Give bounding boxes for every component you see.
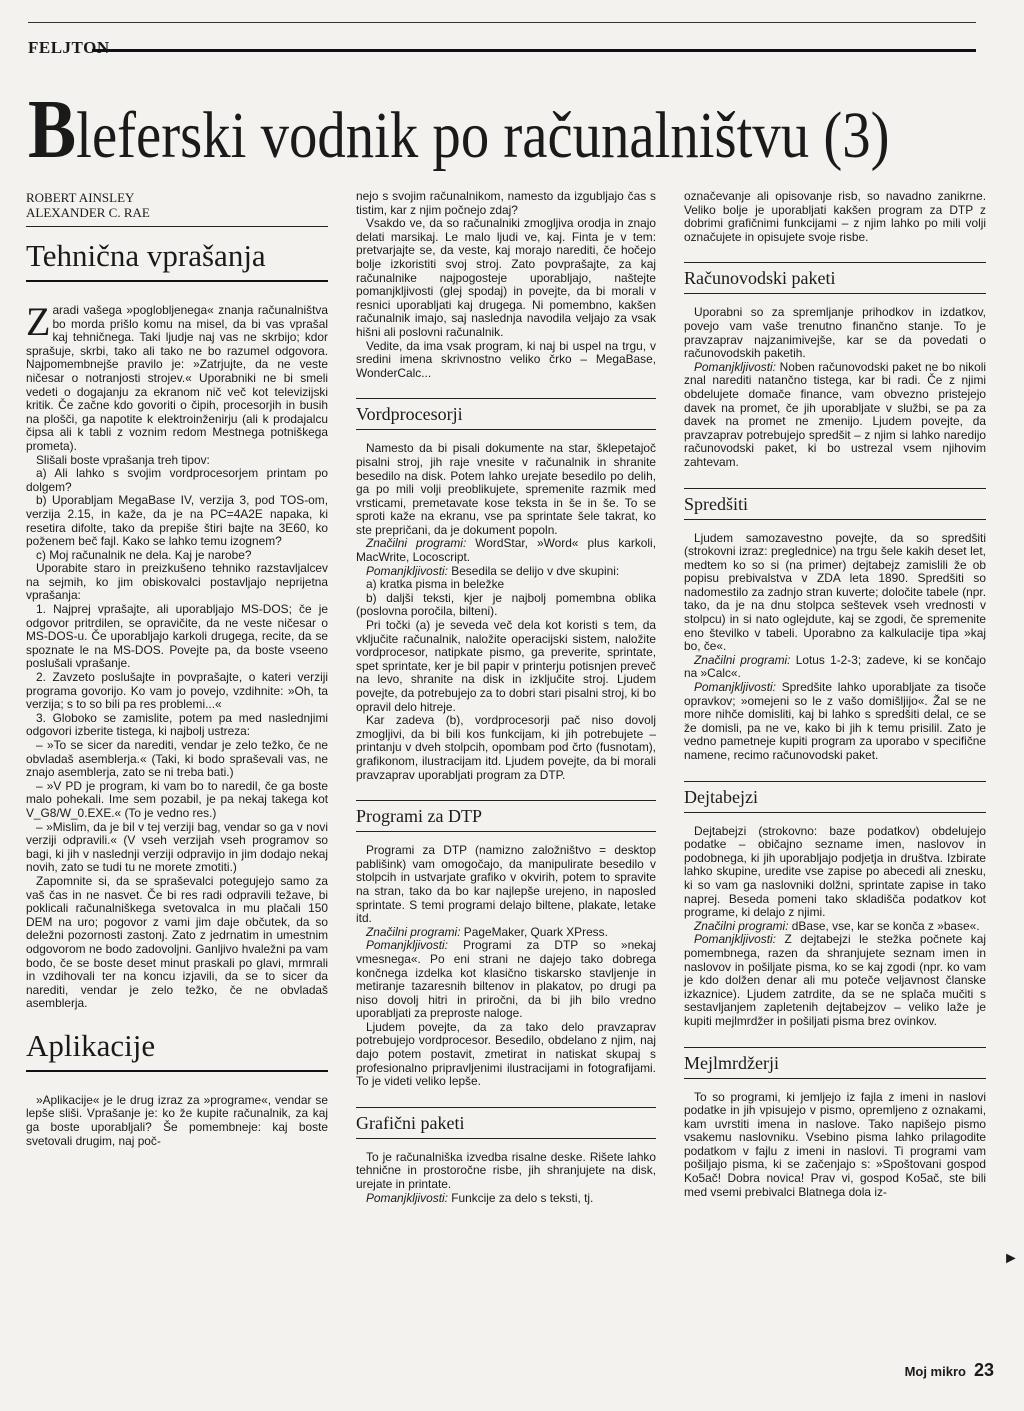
- paragraph: 1. Najprej vprašajte, ali uporabljajo MS-DOS; če je odgovor pritrdilen, se opravičite, da ne veste ničesar o MS-DOS-u. Če uporabljajo karkoli drugega, recite, da se spoznate le na MS-DOS. Povejte pa, da boste vseeno poslušali vprašanje.: [26, 602, 328, 671]
- paragraph: – »V PD je program, ki vam bo to naredil, če ga boste malo pohekali. Ime sem pozabil, je pa nekaj takega kot V_G8/W_0.EXE.« (To je vedno res.): [26, 778, 328, 820]
- paragraph: Ljudem samozavestno povejte, da so spredšiti (strokovni izraz: preglednice) na trgu šele kakih deset let, medtem ko so si (na primer) dejtabejz zamislili že ob popisu prebivalstva v ZDA leta 1890. Spredšiti so nadomestilo za zadnjo stran kuverte; določite tabele (npr. tako, da je na dnu stolpca seštevek vseh vrednosti v stolpcu) in si nato oglejdute, kaj se zgodi, če spremenite eno številko v tabeli. Uporabno za kalkulacije tipa »kaj bo, če«.: [684, 530, 986, 654]
- paragraph: 2. Zavzeto poslušajte in povprašajte, o kateri verziji programa govorijo. Ko vam jo povejo, vzdihnite: »Oh, ta verzija; s to so bili pa res problemi...«: [26, 670, 328, 712]
- paragraph: Dejtabejzi (strokovno: baze podatkov) obdelujejo podatke – običajno sezname imen, naslovov in podobnega, ki jih uporabljajo podjetja in društva. Izbirate lahko skupine, uredite vse zapise po abecedi ali znesku, ki so vam ga naslovniki dolžni, sprintate zapise in tako naprej. Beseda pomeni tako skladišča podatkov kot programe, ki delajo z njimi.: [684, 823, 986, 920]
- heading-aplikacije: Aplikacije: [26, 1027, 328, 1072]
- paragraph: Pomanjkljivosti: Z dejtabejzi le stežka počnete kaj pomembnega, razen da shranjujete seznam imen in naslovov in pošiljate pisma, ko se kaj zgodi (npr. ko vam je kdo dolžen denar ali mu poteče veljavnost članske izkaznice). Ljudem zatrdite, da se ne splača mučiti s sestavljanjem zapletenih dejtabejzov – veliko laže je kupiti mejlmrdžer in pošiljati pisma brez ovinkov.: [684, 932, 986, 1028]
- kicker-rule: [92, 49, 976, 52]
- page-footer: [905, 1360, 994, 1381]
- heading-tehnicna: Tehnična vprašanja: [26, 237, 328, 282]
- top-rule: [28, 22, 976, 23]
- heading-spreadsiti: Spredšiti: [684, 488, 986, 520]
- authors: [26, 190, 328, 227]
- magazine-name: Moj mikro: [904, 1364, 966, 1379]
- paragraph: Značilni programi: WordStar, »Word« plus karkoli, MacWrite, Locoscript.: [356, 536, 656, 565]
- section-kicker: FELJTON: [28, 38, 110, 57]
- paragraph: Pri točki (a) je seveda več dela kot koristi s tem, da vključite računalnik, naložite operacijski sistem, naložite vordprocesor, natipkate pismo, ga preverite, sprintate, spet sprintate, ker je bil papir v printerju potisnjen preveč na levo, shranite na disk in izključite stroj. Ljudem povejte, da potrebujejo za to dobri stari pisalni stroj, ki bo opravil delo hitreje.: [356, 618, 656, 714]
- paragraph: Zapomnite si, da se spraševalci potegujejo samo za vaš čas in ne nasvet. Če bi res radi odpravili težave, bi poklicali računalniškega svetovalca in mu plačali 150 DEM na uro; pogovor z vami jim daje občutek, da so deležni pozornosti zastonj. Zato z jedrnatim in umestnim odgovorom ne bodo zadovoljni. Ganljivo hvaležni pa vam bodo, če se boste deset minut praskali po glavi, mrmrali in vzdihovali ter na koncu izjavili, da se to sicer da narediti, vendar je zelo težko, če ne obvladaš asemblerja.: [26, 873, 328, 1011]
- paragraph: Značilni programi: PageMaker, Quark XPress.: [366, 924, 608, 939]
- column-1: [26, 190, 328, 1148]
- paragraph: b) daljši teksti, kjer je najbolj pomembna oblika (poslovna poročila, bilteni).: [356, 590, 656, 619]
- paragraph: 3. Globoko se zamislite, potem pa med naslednjimi odgovori izberite tistega, ki najbolj ustreza:: [26, 710, 328, 739]
- paragraph: Vsakdo ve, da so računalniki zmogljiva orodja in znajo delati marsikaj. Le malo ljudi ve, kaj. Finta je v tem: pretvarjajte se, da veste, kaj morajo narediti, če hočejo bolje izkoristiti svoj stroj. Zato povprašajte, za kaj računalnike najpogosteje uporabljajo, naštejte pomanjkljivosti (glej spodaj) in povejte, da bi morali v resnici uporabljati kaj drugega. Ni pomembno, kakšen računalnik imajo, saj naslednja navodila veljajo za vsak hišni ali poslovni računalnik.: [356, 216, 656, 339]
- continue-arrow-icon: ►: [1003, 1250, 1019, 1267]
- paragraph: označevanje ali opisovanje risb, so navadno zanikrne. Veliko bolje je uporabljati kakšen program za DTP z dobrimi grafičnimi funkcijami – z njim lahko po mili volji označujete in opisujete svoje risbe.: [684, 189, 986, 244]
- paragraph: Značilni programi: Lotus 1-2-3; zadeve, ki se končajo na »Calc«.: [684, 652, 987, 681]
- paragraph: Pomanjkljivosti: Programi za DTP so »nekaj vmesnega«. Po eni strani ne dajejo tako dobrega končnega izdelka kot klasično tiskarsko stavljenje in metiranje tazaresnih biltenov in plakatov, po drugi pa niso dovolj hitri in priročni, da bi jih bilo vredno uporabljati za preproste naloge.: [356, 938, 656, 1021]
- paragraph: a) kratka pisma in beležke: [366, 577, 505, 592]
- heading-dtp: Programi za DTP: [356, 800, 656, 832]
- article-title: [28, 83, 890, 176]
- paragraph: Programi za DTP (namizno založništvo = desktop pablišink) vam omogočajo, da manipulirate besedilo v stolpcih in ustvarjate grafiko v okvirih, potem to spravite na stran, tako da bo kar najlepše urejeno, in naposled sprintate. S temi programi delajo biltene, plakate, letake itd.: [356, 843, 656, 926]
- paragraph: c) Moj računalnik ne dela. Kaj je narobe?: [36, 547, 252, 562]
- page-number: 23: [973, 1360, 994, 1380]
- paragraph: – »Mislim, da je bil v tej verziji bag, vendar so ga v novi verziji odpravili.« (V vseh verzijah vseh programov so bagi, ki jih v naslednji verziji odpravijo in jim dodajo nekaj novih, zato se tudi tu ne morete zmotiti.): [26, 819, 328, 875]
- paragraph: »Aplikacije« je le drug izraz za »programe«, vendar se lepše sliši. Vprašanje je: ko že kupite računalnik, za kaj ga boste uporabljali? Še pomembneje: kaj boste svetovali drugim, naj poč-: [26, 1092, 328, 1148]
- author-1: ROBERT AINSLEY: [26, 190, 135, 205]
- title-capital: B: [28, 83, 77, 176]
- paragraph: Pomanjkljivosti: Besedila se delijo v dve skupini:: [366, 563, 620, 578]
- heading-racunovodski: Računovodski paketi: [684, 262, 986, 294]
- heading-dejtabejzi: Dejtabejzi: [684, 781, 986, 813]
- paragraph: Vedite, da ima vsak program, ki naj bi uspel na trgu, v sredini imena skrivnostno veliko črko – MegaBase, WonderCalc...: [356, 338, 656, 380]
- paragraph: nejo s svojim računalnikom, namesto da izgubljajo čas s tistim, kar z njim počnejo zdaj?: [356, 189, 656, 217]
- paragraph: Pomanjkljivosti: Noben računovodski paket ne bo nikoli znal narediti natančno tistega, kar bi radi. Če z njimi obdelujete domače finance, vam obvezno pristejejo davek na promet, če jih uporabljate v službi, se pa za davek na promet ne zmenijo. Ljudem povejte, da pravzaprav potrebujejo spredšit – z njim si lahko naredijo računovodski paket, ki bo ustrezal vsem njihovim zahtevam.: [684, 359, 986, 469]
- paragraph: Kar zadeva (b), vordprocesorji pač niso dovolj zmogljivi, da bi bili kos funkcijam, ki jih potrebujete – printanju v dveh stolpcih, opombam pod črto (fusnotam), grafikonom, ilustracijam itd. Ljudem povejte, da bi morali pravzaprav uporabljati program za DTP.: [356, 713, 656, 782]
- paragraph: To je računalniška izvedba risalne deske. Rišete lahko tehnične in prostoročne risbe, jih shranjujete na disk, urejate in printate.: [356, 1149, 656, 1192]
- heading-vordprocesorji: Vordprocesorji: [356, 398, 656, 430]
- paragraph: To so programi, ki jemljejo iz fajla z imeni in naslovi podatke in jih vpisujejo v pismo, opremljeno z oznakami, kam uvrstiti imena in naslove. Tako napišejo pismo vsakemu naslovniku. Vsebino pisma lahko prilagodite podatkom v fajlu z imeni in naslovi. Ti programi vam pošiljajo pisma, ki se začenjajo s: »Spoštovani gospod Ko5ač! Dobra novica! Prav vi, gospod Ko5ač, ste bili med vsemi prebivalci Blatnega dola iz-: [684, 1089, 986, 1199]
- paragraph: a) Ali lahko s svojim vordprocesorjem printam po dolgem?: [26, 466, 328, 494]
- paragraph: Uporabite staro in preizkušeno tehniko razstavljalcev na sejmih, ko jim obiskovalci postavljajo neprijetna vprašanja:: [26, 561, 328, 603]
- paragraph: Pomanjkljivosti: Spredšite lahko uporabljate za tisoče opravkov; »omejeni so le z vašo domišljijo«. Žal se ne more nihče domisliti, kaj bi lahko s spredšiti delal, ce se že domisli, pa ne ve, kako bi jih k temu prisilil. Zato je vedno pametneje kupiti program za uporabo v specifične namene, recimo računovodski paket.: [684, 680, 986, 762]
- paragraph: Ljudem povejte, da za tako delo pravzaprav potrebujejo vordprocesor. Besedilo, obdelano z njim, naj dajo potem postavit, zmetirat in natiskat skupaj s profesionalno pripravljenimi ilustracijami in fotografijami. To je videti veliko lepše.: [356, 1019, 656, 1089]
- paragraph: Značilni programi: dBase, vse, kar se konča z »base«.: [694, 918, 980, 933]
- author-2: ALEXANDER C. RAE: [26, 205, 150, 220]
- column-2: [356, 190, 656, 1205]
- heading-mejlmrdzerji: Mejlmrdžerji: [684, 1047, 986, 1079]
- paragraph: b) Uporabljam MegaBase IV, verzija 3, pod TOS-om, verzija 2.15, in kaže, da je na PC=4A2E napaka, ki resetira difolte, tako da prepiše štiri bajte na 3E60, ko poženem beč fajl. Kako se lahko temu izognem?: [26, 493, 328, 549]
- paragraph: Namesto da bi pisali dokumente na star, šklepetajoč pisalni stroj, jih raje vnesite v računalnik in shranite besedilo na disk. Potem lahko urejate besedilo po delih, ga po mili volji preoblikujete, spremenite razmik med vrsticami, premetavate kose teksta in še in še. To se sproti kaže na ekranu, vse pa sprintate šele takrat, ko ste prepričani, da je dokument popoln.: [356, 441, 656, 537]
- paragraph: Slišali boste vprašanja treh tipov:: [36, 452, 210, 467]
- title-text: leferski vodnik po računalništvu (3): [76, 99, 890, 172]
- heading-graficni: Grafični paketi: [356, 1107, 656, 1139]
- paragraph: Zaradi vašega »poglobljenega« znanja računalništva bo morda prišlo komu na misel, da bi vas vprašal kaj tehničnega. Taki ljudje naj vas ne skrbijo; kdor sprašuje, skrbi, tako ali tako ne bo razumel odgovora. Najpomembnejše pravilo je: »Zatrjujte, da ne veste ničesar o notranjosti strojev.« Uporabniki ne bi smeli vedeti o dogajanju za ekranom nič več kot televizijski kritik. Če začne kdo govoriti o čipih, procesorjih in busih na plošči, ga napotite k elektroinženirju (ali k prodajalcu čipsa ali k tabli z voznim redom Mestnega potniškega prometa).: [26, 299, 328, 453]
- paragraph: Pomanjkljivosti: Funkcije za delo s teksti, tj.: [366, 1190, 594, 1205]
- paragraph: – »To se sicer da narediti, vendar je zelo težko, če ne obvladaš asemblerja.« (Taki, ki bodo spraševali vas, ne znajo asemblerja, zato se ni treba bati.): [26, 738, 328, 780]
- paragraph: Uporabni so za spremljanje prihodkov in izdatkov, povejo vam vaše trenutno finančno stanje. To je pravzaprav najzanimivejše, kar se da povedati o računovodskih paketih.: [684, 305, 986, 361]
- column-3: [684, 190, 986, 1199]
- drop-cap: Z: [26, 299, 51, 344]
